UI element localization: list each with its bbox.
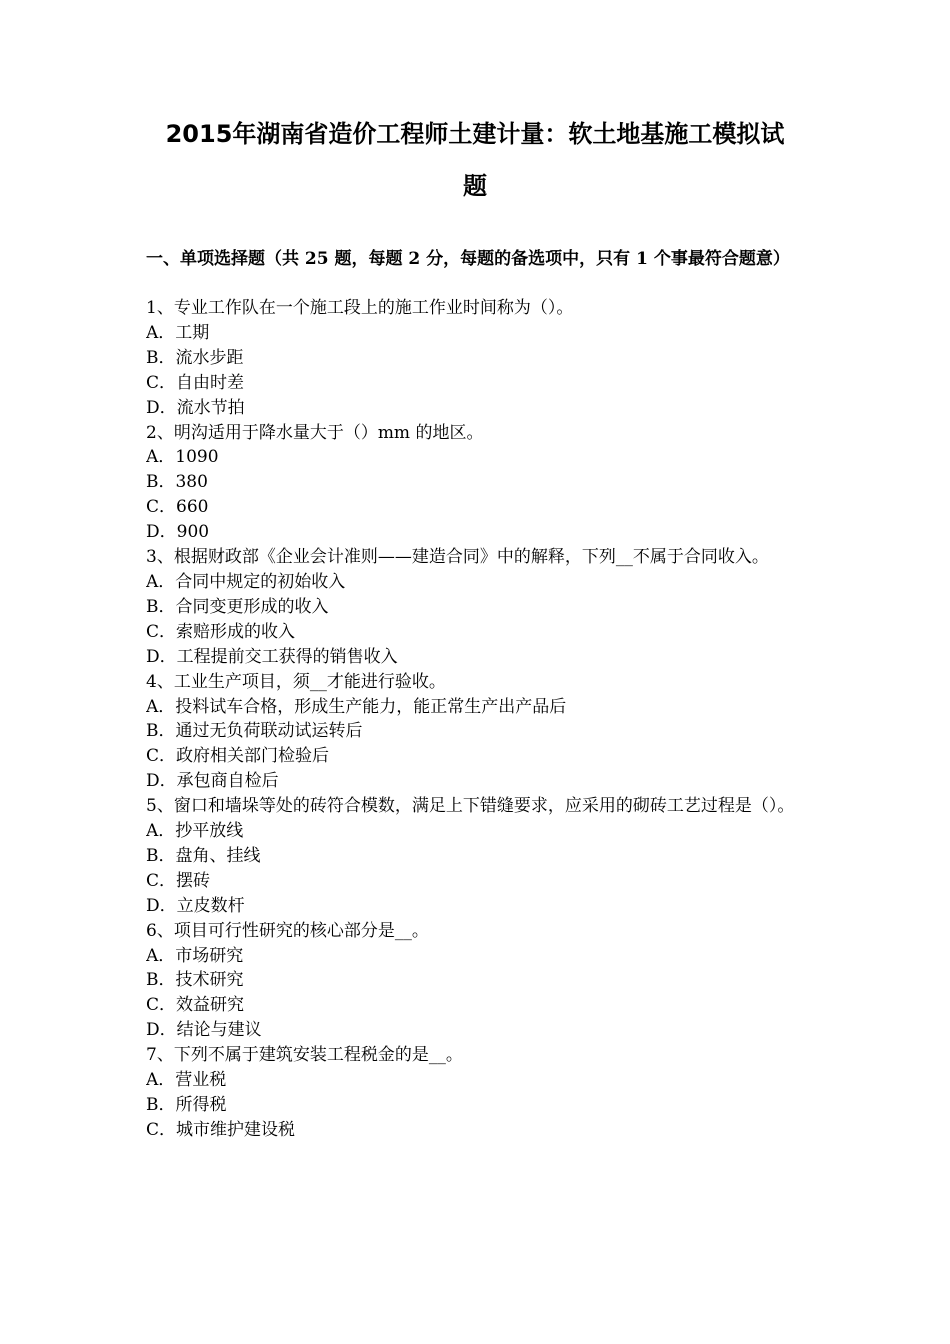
- question-4: [146, 670, 808, 795]
- question-stem: 1、专业工作队在一个施工段上的施工作业时间称为（）。: [146, 298, 574, 318]
- question-stem: 2、明沟适用于降水量大于（）mm 的地区。: [146, 422, 484, 443]
- question-option: B．流水步距: [146, 347, 244, 368]
- question-option: A．合同中规定的初始收入: [146, 571, 346, 592]
- question-option: B．380: [146, 472, 208, 493]
- question-6: [146, 919, 808, 1044]
- question-option: D．流水节拍: [146, 397, 245, 418]
- question-option: A．1090: [146, 447, 219, 468]
- document-title-line-2: 题: [463, 172, 487, 200]
- question-1: [146, 296, 808, 421]
- question-option: D．承包商自检后: [146, 771, 279, 792]
- question-option: C．摆砖: [146, 870, 211, 891]
- question-option: A．市场研究: [146, 945, 244, 966]
- question-option: A．工期: [146, 322, 210, 343]
- question-option: B．所得税: [146, 1095, 227, 1115]
- question-option: C．自由时差: [146, 372, 245, 393]
- question-stem: 7、下列不属于建筑安装工程税金的是__。: [146, 1045, 463, 1066]
- question-5: [146, 794, 808, 919]
- question-stem: 6、项目可行性研究的核心部分是__。: [146, 920, 429, 941]
- question-option: A．投料试车合格，形成生产能力，能正常生产出产品后: [146, 696, 567, 717]
- question-stem: 5、窗口和墙垛等处的砖符合模数，满足上下错缝要求，应采用的砌砖工艺过程是（）。: [146, 796, 795, 817]
- question-option: C．政府相关部门检验后: [146, 746, 330, 767]
- section-heading: 一、单项选择题（共 25 题，每题 2 分，每题的备选项中，只有 1 个事最符合题意）: [146, 249, 790, 269]
- question-option: D．立皮数杆: [146, 895, 245, 916]
- question-3: [146, 545, 808, 670]
- question-stem: 4、工业生产项目，须__才能进行验收。: [146, 671, 446, 692]
- question-option: C．660: [146, 497, 209, 518]
- document-title-line-1: 2015年湖南省造价工程师土建计量：软土地基施工模拟试: [165, 120, 785, 148]
- question-option: C．索赔形成的收入: [146, 621, 296, 642]
- question-option: A．营业税: [146, 1070, 227, 1091]
- question-option: A．抄平放线: [146, 821, 244, 842]
- question-option: B．盘角、挂线: [146, 845, 261, 866]
- question-list: [146, 296, 808, 1143]
- question-option: B．技术研究: [146, 970, 244, 991]
- question-option: D．工程提前交工获得的销售收入: [146, 646, 398, 667]
- question-option: D．结论与建议: [146, 1020, 262, 1041]
- question-7: [146, 1043, 808, 1143]
- question-option: B．通过无负荷联动试运转后: [146, 721, 363, 742]
- question-option: B．合同变更形成的收入: [146, 596, 329, 617]
- question-option: C．城市维护建设税: [146, 1119, 296, 1140]
- question-2: [146, 421, 808, 546]
- question-stem: 3、根据财政部《企业会计准则——建造合同》中的解释，下列__不属于合同收入。: [146, 547, 769, 568]
- question-option: D．900: [146, 522, 210, 543]
- question-option: C．效益研究: [146, 995, 245, 1016]
